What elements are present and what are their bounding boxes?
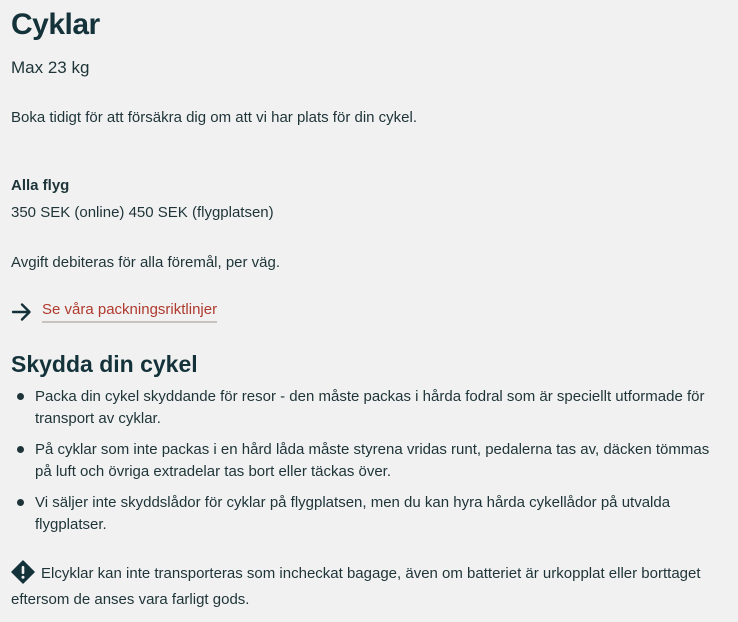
list-item-text: Vi säljer inte skyddslådor för cyklar på flygplatsen, men du kan hyra hårda cykellådor på utvalda flygplatser. (35, 494, 671, 533)
weight-limit: Max 23 kg (11, 58, 90, 77)
pricing-price: 350 SEK (online) 450 SEK (flygplatsen) (11, 204, 274, 221)
pricing-label: Alla flyg (11, 177, 70, 194)
page-title: Cyklar (11, 8, 100, 41)
list-item (11, 492, 727, 536)
intro-text: Boka tidigt för att försäkra dig om att vi har plats för din cykel. (11, 109, 418, 126)
bullet-dot (17, 446, 24, 453)
bullet-dot (17, 499, 24, 506)
ebike-warning (11, 560, 727, 613)
list-item-text: På cyklar som inte packas i en hård låda måste styrena vridas runt, pedalerna tas av, däcken tömmas på luft och övriga extradelar tas bort eller täckas över. (35, 441, 710, 480)
list-item (11, 439, 727, 483)
warning-text: Elcyklar kan inte transporteras som incheckat bagage, även om batteriet är urkopplat eller borttaget eftersom de anses vara farligt gods. (11, 565, 701, 608)
protect-list (11, 386, 727, 545)
warning-diamond-icon (11, 560, 35, 584)
bullet-dot (17, 393, 24, 400)
arrow-right-icon (11, 301, 33, 323)
list-item (11, 386, 727, 430)
packing-guidelines-row[interactable] (11, 300, 217, 323)
protect-heading: Skydda din cykel (11, 351, 198, 377)
pricing-note: Avgift debiteras för alla föremål, per väg. (11, 254, 281, 271)
packing-guidelines-link[interactable]: Se våra packningsriktlinjer (42, 300, 217, 323)
list-item-text: Packa din cykel skyddande för resor - den måste packas i hårda fodral som är speciellt utformade för transport av cyklar. (35, 388, 705, 427)
